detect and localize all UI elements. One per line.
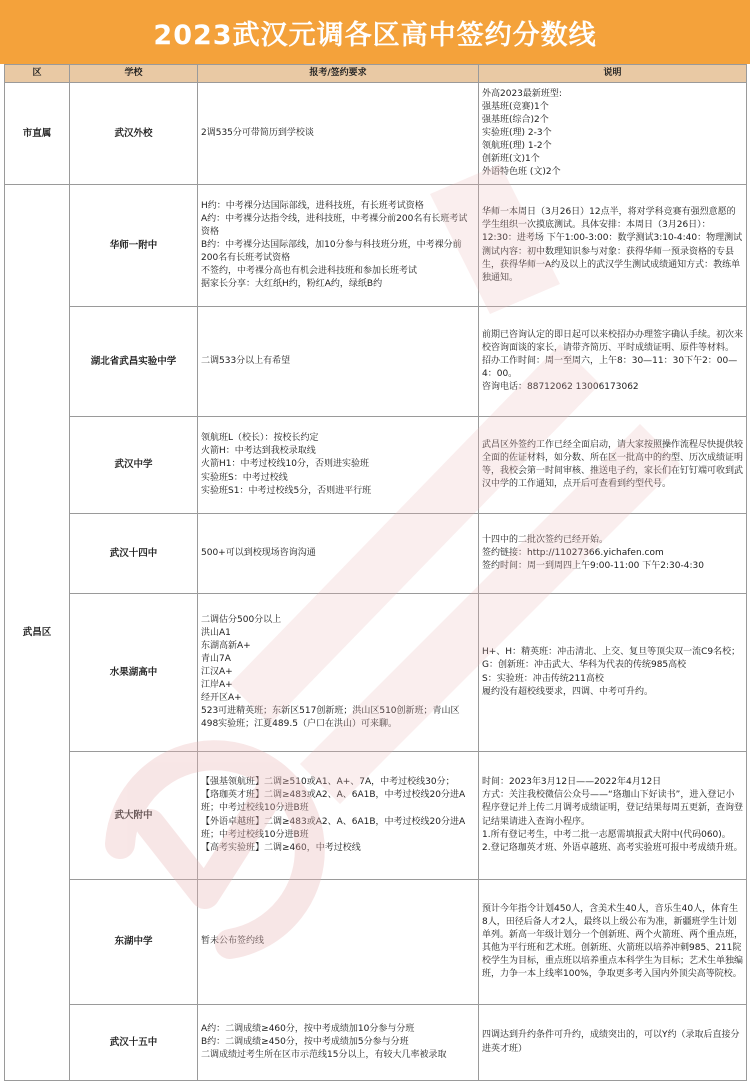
note-line: 履约没有超校线要求，四调、中考可升约。	[482, 686, 654, 697]
requirement-line: 洪山A1	[201, 627, 231, 638]
note-cell	[479, 880, 747, 1005]
note-line: H+、H：精英班：冲击清北、上交、复旦等顶尖双一流C9名校；	[482, 647, 741, 658]
requirement-line: 二调成绩过考生所在区市示范线15分以上，有较大几率被录取	[201, 1050, 447, 1061]
school-name: 武汉十五中	[70, 1005, 198, 1081]
requirement-line: 火箭H：中考达到我校录取线	[201, 446, 316, 457]
requirement-cell	[198, 880, 479, 1005]
note-cell	[479, 307, 747, 417]
note-line: 方式：关注我校微信公众号——“珞珈山下好读书”，进入登记小程序登记并上传二月调考成绩证明，登记结果每周五更新，查询登记结果请进入查询小程序。	[482, 790, 744, 827]
requirement-line: B约：中考裸分达国际部线，加10分参与科技班分班，中考裸分前200名有长班考试资格	[201, 239, 462, 264]
table-row	[5, 307, 747, 417]
note-cell	[479, 514, 747, 594]
requirement-line: 【强基领航班】二调≥510或A1、A+、7A，中考过校线30分；	[201, 777, 455, 788]
requirement-line: 暂未公布签约线	[201, 936, 265, 947]
note-line: 华师一本周日（3月26日）12点半，将对学科竞赛有强烈意愿的学生组织一次摸底测试。具体安排：本周日（3月26日）：12:30：进考场 下午1:00-3:00：数学测试3:10-4:40：物理测试测试内容：初中数理知识参与对象：获得华师一预录资格的专县生，获得华师一A约及以上的武汉学生测试成绩通知方式：教练单独通知。	[482, 207, 743, 283]
page-title: 2023武汉元调各区高中签约分数线	[153, 19, 597, 51]
note-line: 创新班(文)1个	[482, 154, 540, 165]
requirement-line: 【外语卓越班】二调≥483或A2、A、6A1B，中考过校线20分进A班；中考过校线10分进B班	[201, 816, 466, 840]
header-school: 学校	[70, 65, 198, 83]
table-row	[5, 752, 747, 880]
requirement-line: 实验班S：中考过校线	[201, 472, 288, 483]
requirement-line: B约：二调成绩≥450分，按中考成绩加5分参与分班	[201, 1036, 409, 1047]
requirement-line: 二调估分500分以上	[201, 614, 282, 625]
note-line: 强基班(综合)2个	[482, 114, 549, 125]
school-name: 武汉外校	[70, 83, 198, 185]
requirement-line: A约：二调成绩≥460分，按中考成绩加10分参与分班	[201, 1023, 415, 1034]
note-cell	[479, 185, 747, 307]
requirement-line: 据家长分享：大红纸H约，粉红A约，绿纸B约	[201, 279, 383, 290]
table-row	[5, 594, 747, 752]
requirement-line: 二调533分以上有希望	[201, 355, 291, 366]
school-name: 湖北省武昌实验中学	[70, 307, 198, 417]
requirement-line: 【珞珈英才班】二调≥483或A2、A、6A1B，中考过校线20分进A班；中考过校线10分进B班	[201, 790, 466, 814]
note-line: 时间：2023年3月12日——2022年4月12日	[482, 777, 662, 788]
note-line: 预计今年指令计划450人，含美术生40人，音乐生40人，体育生8人，田径后备人才2人，最终以上级公布为准，新疆班学生计划单列。新高一年级计划分一个创新班、两个火箭班、两个重点班，其他为平行班和艺术班。创新班、火箭班以培养冲刺985、211院校学生为目标，重点班以培养重点本科学生为目标；艺术生单独编班，力争一本上线率100%，争取更多考入国内外顶尖高等院校。	[482, 903, 744, 980]
school-name: 武汉中学	[70, 417, 198, 514]
note-cell	[479, 417, 747, 514]
school-name: 华师一附中	[70, 185, 198, 307]
note-line: 签约时间：周一到周四上午9:00-11:00 下午2:30-4:30	[482, 561, 704, 572]
requirement-line: A约：中考裸分达指令线，进科技班，中考裸分前200名有长班考试资格	[201, 213, 468, 237]
note-line: 领航班(理) 1-2个	[482, 141, 552, 152]
table-row	[5, 417, 747, 514]
school-name: 武大附中	[70, 752, 198, 880]
table-row	[5, 514, 747, 594]
header-note: 说明	[479, 65, 747, 83]
header-district: 区	[5, 65, 70, 83]
requirement-line: 江岸A+	[201, 680, 233, 691]
requirement-cell	[198, 594, 479, 752]
requirement-cell	[198, 83, 479, 185]
note-line: S：实验班：冲击传统211高校	[482, 673, 604, 684]
requirement-line: 523可进精英班；东新区517创新班；洪山区510创新班；青山区498实验班；江夏489.5（户口在洪山）可来聊。	[201, 706, 460, 730]
table-row	[5, 1005, 747, 1081]
district-cell: 武昌区	[5, 185, 70, 1081]
requirement-line: 经开区A+	[201, 693, 242, 704]
table-header-row	[5, 65, 747, 83]
requirement-line: 火箭H1：中考过校线10分，否则进实验班	[201, 459, 369, 470]
note-cell	[479, 594, 747, 752]
note-line: 1.所有登记考生，中考二批一志愿需填报武大附中(代码060)。	[482, 829, 731, 840]
note-line: 外语特色班 (文)2个	[482, 167, 561, 178]
note-line: 四调达到升约条件可升约，成绩突出的，可以Y约（录取后直接分进英才班）	[482, 1030, 740, 1054]
note-line: 强基班(竞赛)1个	[482, 101, 549, 112]
score-table	[4, 64, 747, 1081]
requirement-line: 500+可以到校现场咨询沟通	[201, 547, 316, 558]
requirement-line: 江汉A+	[201, 666, 233, 677]
requirement-line: H约：中考裸分达国际部线，进科技班，有长班考试资格	[201, 200, 424, 211]
title-banner	[0, 0, 750, 64]
note-line: 武昌区外签约工作已经全面启动，请大家按照操作流程尽快提供较全面的佐证材料，如分数、所在区一批高中的约型、历次成绩证明等，我校会第一时间审核、推送电子约，家长们在钉钉端可收到武汉中学的工作通知，点开后可查看到约型代号。	[482, 439, 744, 490]
table-row	[5, 880, 747, 1005]
note-cell	[479, 752, 747, 880]
requirement-line: 青山7A	[201, 653, 231, 664]
note-line: 十四中的二批次签约已经开始。	[482, 534, 609, 545]
table-row	[5, 185, 747, 307]
note-line: 咨询电话：88712062 13006173062	[482, 382, 639, 393]
requirement-cell	[198, 185, 479, 307]
note-line: 签约链接：http://11027366.yichafen.com	[482, 547, 664, 558]
note-line: G：创新班：冲击武大、华科为代表的传统985高校	[482, 660, 687, 671]
note-line: 前期已咨询认定的即日起可以来校招办办理签字确认手续。初次来校咨询面谈的家长，请带齐简历、平时成绩证明、原件等材料。	[482, 329, 744, 353]
requirement-cell	[198, 752, 479, 880]
requirement-cell	[198, 307, 479, 417]
requirement-line: 2调535分可带简历到学校谈	[201, 127, 314, 138]
note-line: 招办工作时间：周一至周六，上午8：30—11：30下午2：00—4：00。	[482, 355, 738, 380]
requirement-line: 【高考实验班】二调≥460，中考过校线	[201, 842, 361, 853]
requirement-line: 实验班S1：中考过校线5分，否则进平行班	[201, 485, 372, 496]
header-requirement: 报考/签约要求	[198, 65, 479, 83]
school-name: 东湖中学	[70, 880, 198, 1005]
table-row	[5, 83, 747, 185]
note-line: 实验班(理) 2-3个	[482, 127, 552, 138]
note-line: 外高2023最新班型:	[482, 88, 562, 99]
district-cell: 市直属	[5, 83, 70, 185]
note-cell	[479, 1005, 747, 1081]
requirement-cell	[198, 1005, 479, 1081]
requirement-cell	[198, 514, 479, 594]
school-name: 武汉十四中	[70, 514, 198, 594]
requirement-line: 领航班L（校长）：按校长约定	[201, 433, 319, 444]
school-name: 水果湖高中	[70, 594, 198, 752]
requirement-cell	[198, 417, 479, 514]
note-cell	[479, 83, 747, 185]
requirement-line: 不签约，中考裸分高也有机会进科技班和参加长班考试	[201, 266, 418, 277]
requirement-line: 东湖高新A+	[201, 640, 251, 651]
note-line: 2.登记珞珈英才班、外语卓越班、高考实验班可报中考成绩升班。	[482, 842, 743, 853]
